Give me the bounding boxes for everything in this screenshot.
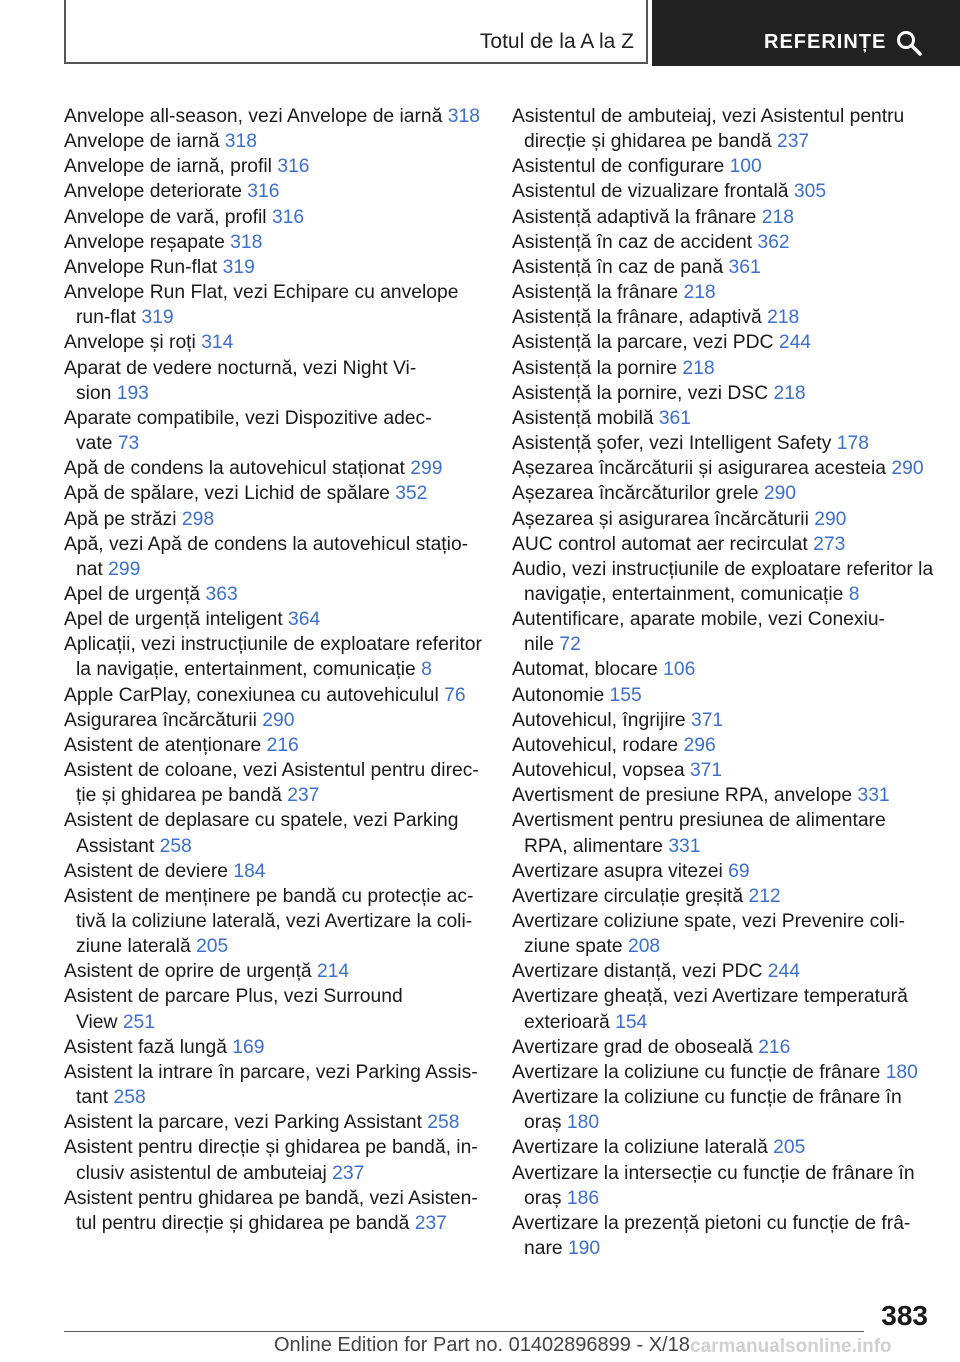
- index-entry: [64, 129, 480, 154]
- index-entry-text: clusiv asistentul de ambuteiaj: [76, 1162, 327, 1184]
- page-reference-link[interactable]: 208: [627, 936, 661, 958]
- index-entry: [512, 808, 930, 858]
- index-entry-text: Asistent la parcare, vezi Parking Assistant: [64, 1112, 422, 1134]
- index-entry: [64, 1060, 480, 1110]
- page-reference-link[interactable]: 216: [758, 1036, 791, 1058]
- index-entry: [64, 808, 480, 858]
- index-entry: [64, 456, 480, 481]
- page-number: 383: [881, 1300, 928, 1331]
- index-entry: [512, 557, 934, 607]
- index-entry: [512, 708, 930, 733]
- index-entry: [64, 255, 480, 280]
- index-entry-text: Avertizare la coliziune laterală: [512, 1137, 768, 1159]
- index-entry-text: View: [76, 1011, 118, 1033]
- index-entry: [512, 532, 930, 557]
- index-entry: [512, 1161, 930, 1211]
- index-entry: [64, 330, 480, 355]
- index-entry-text: Asistență în caz de accident: [512, 231, 753, 253]
- page-reference-link[interactable]: 8: [848, 583, 860, 605]
- page-reference-link[interactable]: 290: [814, 508, 847, 530]
- index-entry-text: Așezarea și asigurarea încărcăturii: [512, 508, 809, 530]
- index-entry: [512, 456, 930, 481]
- index-entry-text: Audio, vezi instrucțiunile de exploatare referitor la: [512, 558, 934, 580]
- index-entry-text: oraș: [524, 1187, 562, 1209]
- index-entry: [512, 1135, 930, 1160]
- index-entry-text: Avertizare la intersecție cu funcție de frânare în: [512, 1162, 915, 1184]
- page-reference-link[interactable]: 76: [444, 684, 466, 706]
- index-entry-text: AUC control automat aer recirculat: [512, 533, 808, 555]
- index-entry-text: Avertizare coliziune spate, vezi Prevenire coli-: [512, 911, 905, 932]
- page-reference-link[interactable]: 237: [776, 131, 810, 153]
- page-reference-link[interactable]: 316: [271, 206, 305, 228]
- page-reference-link[interactable]: 216: [266, 734, 299, 756]
- index-entry: [512, 179, 930, 204]
- index-entry-text: direcție și ghidarea pe bandă: [524, 131, 772, 153]
- index-entry: [512, 657, 930, 682]
- page-reference-link[interactable]: 184: [233, 860, 266, 882]
- index-entry-text: Apă de condens la autovehicul staționat: [64, 458, 405, 480]
- page-reference-link[interactable]: 193: [116, 382, 149, 404]
- index-entry-text: Apă de spălare, vezi Lichid de spălare: [64, 483, 390, 505]
- index-entry-text: Apel de urgență: [64, 583, 201, 605]
- page-reference-link[interactable]: 218: [682, 357, 715, 379]
- index-entry-text: Asistent de deplasare cu spatele, vezi Parking: [64, 810, 459, 832]
- index-entry: [512, 984, 930, 1034]
- page-reference-link[interactable]: 331: [668, 835, 701, 857]
- index-entry: [64, 280, 480, 330]
- index-entry-text: Anvelope de vară, profil: [64, 206, 267, 228]
- index-entry: [64, 1110, 480, 1135]
- index-entry-text: Avertizare grad de oboseală: [512, 1036, 753, 1058]
- page-reference-link[interactable]: 8: [421, 659, 432, 681]
- index-entry: [512, 783, 930, 808]
- index-entry: [512, 607, 930, 657]
- index-entry-text: Autovehicul, rodare: [512, 734, 679, 756]
- index-entry: [64, 859, 480, 884]
- index-entry: [512, 104, 930, 154]
- index-entry-text: Asistentul de configurare: [512, 156, 725, 178]
- index-entry: [512, 255, 930, 280]
- index-entry-text: Anvelope all-season, vezi Anvelope de iarnă: [64, 106, 443, 127]
- footer-edition: Online Edition for Part no. 01402896899 - X/18: [274, 1334, 690, 1356]
- page-reference-link[interactable]: 205: [773, 1137, 806, 1159]
- index-entry: [512, 330, 930, 355]
- page-reference-link[interactable]: 190: [567, 1238, 601, 1260]
- index-entry: [64, 758, 480, 808]
- page-reference-link[interactable]: 237: [414, 1212, 447, 1234]
- index-entry-text: Asistent de deviere: [64, 860, 228, 882]
- page-reference-link[interactable]: 362: [757, 231, 790, 253]
- index-entry: [512, 884, 930, 909]
- index-entry-text: Asigurarea încărcăturii: [64, 709, 257, 731]
- index-entry-text: Avertizare la coliziune cu funcție de frânare: [512, 1061, 881, 1083]
- index-entry: [64, 356, 480, 406]
- index-entry: [64, 406, 480, 456]
- page-reference-link[interactable]: 299: [108, 558, 141, 580]
- index-entry: [512, 305, 930, 330]
- index-entry-text: Asistent de oprire de urgență: [64, 961, 312, 983]
- index-entry: [512, 406, 930, 431]
- page-reference-link[interactable]: 290: [763, 483, 797, 505]
- index-entry-text: Avertizare gheață, vezi Avertizare temperatură: [512, 986, 908, 1008]
- page-reference-link[interactable]: 244: [767, 961, 800, 983]
- index-entry-text: la navigație, entertainment, comunicație: [76, 659, 416, 681]
- index-entry: [512, 909, 930, 959]
- index-entry: [64, 959, 480, 984]
- index-entry: [64, 104, 480, 129]
- watermark: carmanualsonline.info: [690, 1336, 892, 1357]
- index-entry-text: Asistență la pornire, vezi DSC: [512, 382, 769, 404]
- index-entry: [512, 481, 930, 506]
- index-entry-text: Asistent pentru ghidarea pe bandă, vezi Asisten-: [64, 1187, 478, 1209]
- index-entry-text: Anvelope Run Flat, vezi Echipare cu anvelope: [64, 282, 459, 304]
- page-reference-link[interactable]: 218: [683, 282, 716, 304]
- header-section-box: [64, 0, 648, 64]
- page-reference-link[interactable]: 244: [778, 332, 812, 354]
- index-entry: [64, 532, 480, 582]
- page-reference-link[interactable]: 258: [113, 1087, 146, 1109]
- page-reference-link[interactable]: 186: [566, 1187, 600, 1209]
- index-entry-text: Asistență la frânare, adaptivă: [512, 307, 762, 329]
- index-entry-text: tant: [76, 1087, 109, 1109]
- page-reference-link[interactable]: 316: [247, 181, 280, 203]
- page-reference-link[interactable]: 251: [122, 1011, 155, 1033]
- index-entry: [512, 356, 930, 381]
- index-entry-text: Avertisment pentru presiunea de alimentare: [512, 810, 886, 832]
- index-entry-text: run-flat: [76, 307, 137, 329]
- page-reference-link[interactable]: 319: [222, 256, 255, 278]
- index-entry-text: Assistant: [76, 835, 155, 857]
- page-reference-link[interactable]: 154: [615, 1011, 648, 1033]
- page-reference-link[interactable]: 318: [447, 106, 480, 127]
- page-reference-link[interactable]: 237: [332, 1162, 365, 1184]
- index-entry: [512, 1035, 930, 1060]
- index-entry-text: Autentificare, aparate mobile, vezi Conexiu-: [512, 609, 885, 631]
- index-entry-text: Asistență mobilă: [512, 407, 654, 429]
- index-entry: [512, 1085, 930, 1135]
- index-entry-text: Automat, blocare: [512, 659, 658, 681]
- index-entry-text: vate: [76, 433, 113, 455]
- index-entry-text: Așezarea încărcăturii și asigurarea acesteia: [512, 458, 887, 480]
- page-reference-link[interactable]: 290: [891, 458, 924, 480]
- page-reference-link[interactable]: 205: [196, 936, 229, 958]
- index-entry-text: Anvelope de iarnă, profil: [64, 156, 272, 178]
- index-entry: [512, 859, 930, 884]
- page-reference-link[interactable]: 73: [117, 433, 140, 455]
- index-entry: [512, 381, 930, 406]
- index-entry-text: Autonomie: [512, 684, 605, 706]
- page-reference-link[interactable]: 180: [885, 1061, 918, 1083]
- page-reference-link[interactable]: 180: [566, 1112, 600, 1134]
- index-entry-text: Asistentul de ambuteiaj, vezi Asistentul pentru: [512, 106, 905, 127]
- header-chapter-box[interactable]: [652, 0, 960, 66]
- index-entry: [512, 507, 930, 532]
- index-entry-text: Aplicații, vezi instrucțiunile de exploatare referitor: [64, 634, 482, 656]
- index-entry-text: ziune spate: [524, 936, 623, 958]
- index-entry-text: ție și ghidarea pe bandă: [76, 785, 282, 807]
- page-reference-link[interactable]: 316: [277, 156, 310, 178]
- index-entry-text: nare: [524, 1238, 563, 1260]
- index-entry-text: Asistent fază lungă: [64, 1036, 227, 1058]
- index-entry: [64, 632, 480, 682]
- page-reference-link[interactable]: 273: [813, 533, 846, 555]
- page-reference-link[interactable]: 352: [395, 483, 428, 505]
- index-entry-text: nat: [76, 558, 103, 580]
- page-reference-link[interactable]: 364: [288, 609, 321, 631]
- index-entry: [512, 205, 930, 230]
- page-reference-link[interactable]: 296: [683, 734, 716, 756]
- page-reference-link[interactable]: 361: [658, 407, 691, 429]
- index-column-right: [512, 104, 934, 1261]
- page-reference-link[interactable]: 305: [793, 181, 827, 203]
- index-entry: [64, 1135, 480, 1185]
- index-entry: [64, 683, 480, 708]
- index-entry-text: RPA, alimentare: [524, 835, 663, 857]
- page-reference-link[interactable]: 72: [559, 634, 581, 656]
- page-reference-link[interactable]: 106: [663, 659, 696, 681]
- index-entry: [512, 154, 930, 179]
- index-entry-text: Apă pe străzi: [64, 508, 177, 530]
- page-reference-link[interactable]: 155: [609, 684, 642, 706]
- page-reference-link[interactable]: 69: [728, 860, 750, 882]
- index-entry-text: Aparat de vedere nocturnă, vezi Night Vi-: [64, 357, 417, 379]
- page-reference-link[interactable]: 331: [857, 785, 890, 807]
- index-entry: [64, 607, 480, 632]
- page-reference-link[interactable]: 100: [729, 156, 762, 178]
- page-reference-link[interactable]: 298: [181, 508, 215, 530]
- index-entry-text: Autovehicul, vopsea: [512, 760, 685, 782]
- index-entry: [64, 884, 480, 959]
- index-entry-text: Avertizare distanță, vezi PDC: [512, 961, 763, 983]
- page-reference-link[interactable]: 214: [316, 961, 350, 983]
- index-entry-text: Anvelope de iarnă: [64, 131, 220, 153]
- index-entry: [512, 1211, 930, 1261]
- index-entry: [64, 205, 480, 230]
- index-entry-text: Avertizare circulație greșită: [512, 885, 744, 907]
- page-reference-link[interactable]: 178: [836, 433, 869, 455]
- index-entry-text: exterioară: [524, 1011, 610, 1033]
- index-entry: [64, 582, 480, 607]
- page-reference-link[interactable]: 361: [728, 256, 761, 278]
- footer-divider: [64, 1331, 864, 1332]
- index-entry: [64, 1035, 480, 1060]
- page-reference-link[interactable]: 237: [287, 785, 320, 807]
- index-entry-text: sion: [76, 382, 112, 404]
- index-entry-text: Asistență adaptivă la frânare: [512, 206, 757, 228]
- index-entry-text: Asistent de atenționare: [64, 734, 262, 756]
- header-section-title: Totul de la A la Z: [479, 30, 634, 53]
- index-entry: [64, 507, 480, 532]
- index-entry-text: Asistent de menținere pe bandă cu protecție ac-: [64, 885, 474, 907]
- index-entry-text: tul pentru direcție și ghidarea pe bandă: [76, 1212, 410, 1234]
- index-entry: [512, 959, 930, 984]
- page-reference-link[interactable]: 318: [224, 131, 257, 153]
- page-reference-link[interactable]: 218: [767, 307, 800, 329]
- index-entry: [64, 179, 480, 204]
- index-entry: [64, 984, 480, 1034]
- index-entry-text: Asistență în caz de pană: [512, 256, 724, 278]
- page-reference-link[interactable]: 319: [141, 307, 174, 329]
- page-reference-link[interactable]: 258: [427, 1112, 460, 1134]
- page-reference-link[interactable]: 218: [773, 382, 806, 404]
- index-entry-text: navigație, entertainment, comunicație: [524, 583, 844, 605]
- index-entry-text: Așezarea încărcăturilor grele: [512, 483, 759, 505]
- index-entry: [64, 708, 480, 733]
- index-entry-text: Autovehicul, îngrijire: [512, 709, 686, 731]
- index-entry-text: Apple CarPlay, conexiunea cu autovehiculul: [64, 684, 439, 706]
- index-entry-text: Avertisment de presiune RPA, anvelope: [512, 785, 853, 807]
- index-entry: [64, 154, 480, 179]
- index-entry: [512, 280, 930, 305]
- index-entry-text: Asistență șofer, vezi Intelligent Safety: [512, 433, 832, 455]
- index-entry-text: Apă, vezi Apă de condens la autovehicul stațio-: [64, 533, 469, 555]
- index-entry-text: Avertizare la prezență pietoni cu funcție de frâ-: [512, 1212, 911, 1234]
- index-column-left: [64, 104, 480, 1236]
- index-entry-text: Anvelope Run-flat: [64, 256, 218, 278]
- index-entry: [64, 230, 480, 255]
- index-entry: [512, 431, 930, 456]
- index-entry-text: Avertizare la coliziune cu funcție de frânare în: [512, 1087, 902, 1109]
- search-icon[interactable]: [896, 30, 922, 56]
- index-entry-text: Asistentul de vizualizare frontală: [512, 181, 789, 203]
- index-entry: [512, 683, 930, 708]
- index-entry-text: Asistent la intrare în parcare, vezi Parking Assis-: [64, 1061, 478, 1083]
- index-entry-text: oraș: [524, 1112, 562, 1134]
- header-chapter-title: REFERINȚE: [764, 31, 887, 53]
- index-entry-text: Asistență la pornire: [512, 357, 678, 379]
- page-reference-link[interactable]: 371: [690, 709, 724, 731]
- index-entry-text: nile: [524, 634, 555, 656]
- index-entry-text: Anvelope deteriorate: [64, 181, 242, 203]
- page-reference-link[interactable]: 314: [201, 332, 234, 354]
- page-reference-link[interactable]: 258: [159, 835, 192, 857]
- page-reference-link[interactable]: 318: [230, 231, 263, 253]
- index-entry-text: Apel de urgență inteligent: [64, 609, 283, 631]
- page-reference-link[interactable]: 212: [748, 885, 781, 907]
- index-entry-text: ziune laterală: [76, 936, 191, 958]
- index-entry-text: Avertizare asupra vitezei: [512, 860, 723, 882]
- index-entry-text: Anvelope reșapate: [64, 231, 225, 253]
- index-entry-text: Anvelope și roți: [64, 332, 196, 354]
- index-entry-text: Asistență la frânare: [512, 282, 679, 304]
- page-reference-link[interactable]: 371: [689, 760, 723, 782]
- index-entry-text: tivă la coliziune laterală, vezi Avertizare la coli-: [76, 911, 473, 932]
- index-entry: [512, 758, 930, 783]
- index-entry: [64, 733, 480, 758]
- index-entry: [512, 733, 930, 758]
- page-reference-link[interactable]: 299: [410, 458, 443, 480]
- index-entry: [512, 230, 930, 255]
- index-entry: [64, 1186, 480, 1236]
- index-entry-text: Asistent de coloane, vezi Asistentul pentru direc-: [64, 760, 479, 782]
- index-entry-text: Asistență la parcare, vezi PDC: [512, 332, 774, 354]
- index-entry-text: Asistent de parcare Plus, vezi Surround: [64, 986, 403, 1008]
- index-entry-text: Asistent pentru direcție și ghidarea pe bandă, in-: [64, 1137, 478, 1159]
- index-entry: [512, 1060, 930, 1085]
- page-reference-link[interactable]: 218: [761, 206, 794, 228]
- page-reference-link[interactable]: 290: [262, 709, 295, 731]
- page-reference-link[interactable]: 169: [232, 1036, 265, 1058]
- page-reference-link[interactable]: 363: [205, 583, 238, 605]
- index-entry-text: Aparate compatibile, vezi Dispozitive adec-: [64, 407, 432, 429]
- index-entry: [64, 481, 480, 506]
